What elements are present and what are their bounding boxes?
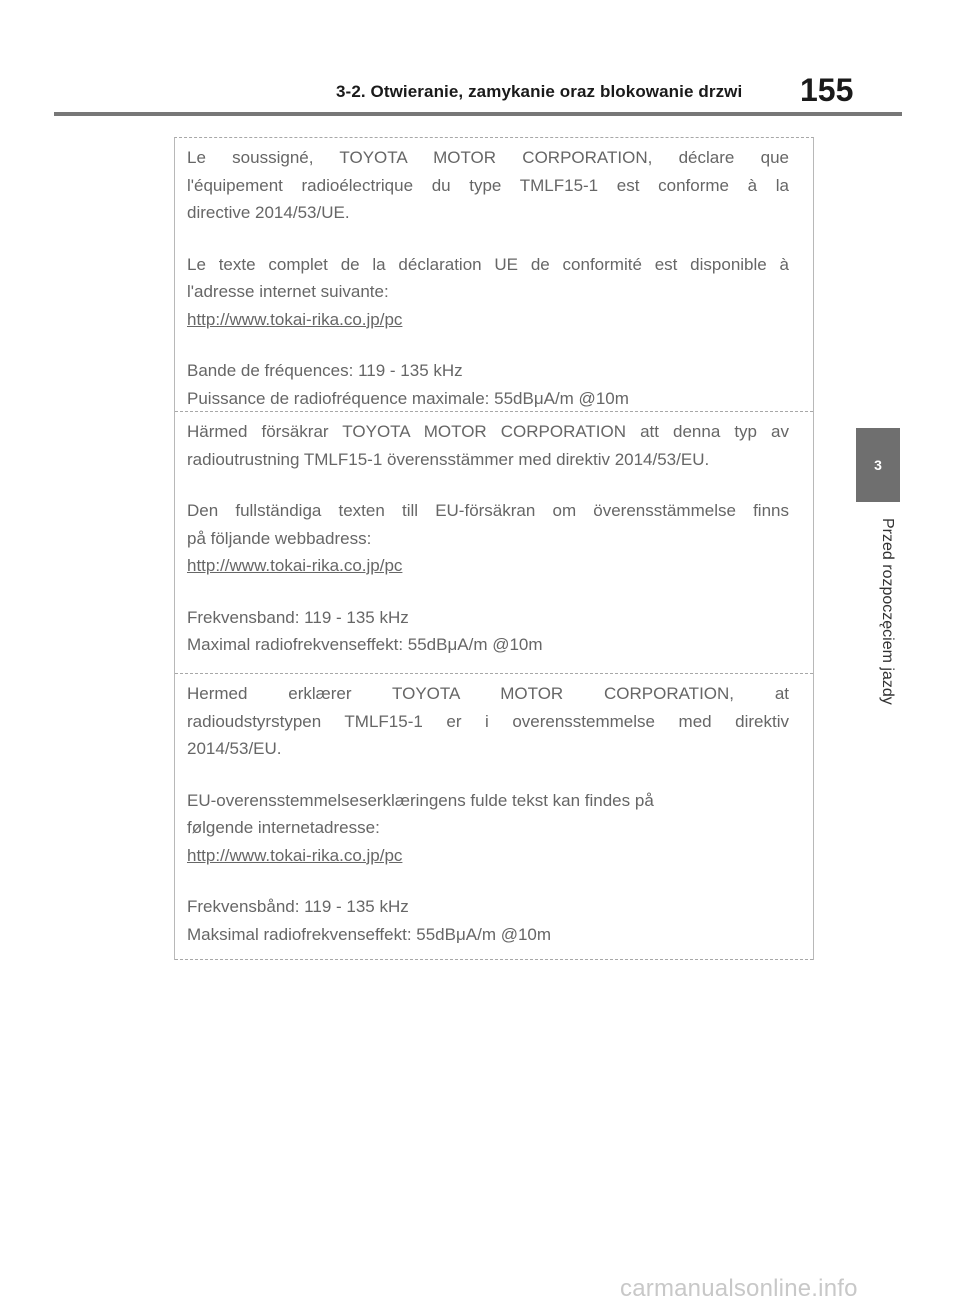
declaration-line: Le texte complet de la déclaration UE de conformité est disponible à: [187, 254, 789, 274]
chapter-title-vertical: Przed rozpoczęciem jazdy: [879, 518, 896, 705]
declaration-box: [174, 137, 814, 960]
declaration-line: på följande webbadress:: [187, 528, 372, 548]
declaration-line: Hermed erklærer TOYOTA MOTOR CORPORATION, at: [187, 684, 789, 703]
declaration-swedish: [175, 412, 813, 674]
declaration-line: directive 2014/53/UE.: [187, 203, 350, 222]
declaration-line: Den fullständiga texten till EU-försäkran om överensstämmelse finns: [187, 501, 789, 520]
declaration-line: Le soussigné, TOYOTA MOTOR CORPORATION, déclare que: [187, 148, 789, 167]
declaration-danish: [175, 674, 813, 960]
max-power: Maksimal radiofrekvenseffekt: 55dBμA/m @10m: [187, 924, 552, 944]
watermark-text: carmanualsonline.info: [620, 1275, 858, 1302]
declaration-line: radioudstyrstypen TMLF15-1 er i overensstemmelse med direktiv: [187, 711, 789, 731]
declaration-line: Härmed försäkrar TOYOTA MOTOR CORPORATION att denna typ av: [187, 422, 789, 441]
declaration-line: EU-overensstemmelseserklæringens fulde tekst kan findes på: [187, 790, 654, 810]
frequency-band: Frekvensband: 119 - 135 kHz: [187, 607, 409, 627]
page-number: 155: [800, 72, 854, 108]
declaration-url-link[interactable]: http://www.tokai-rika.co.jp/pc: [187, 556, 403, 575]
declaration-french: [175, 138, 813, 412]
max-power: Maximal radiofrekvenseffekt: 55dBμA/m @10m: [187, 635, 543, 654]
declaration-line: l'adresse internet suivante:: [187, 282, 389, 301]
declaration-line: 2014/53/EU.: [187, 739, 282, 758]
declaration-line: følgende internetadresse:: [187, 818, 380, 837]
chapter-tab: 3: [856, 428, 900, 502]
declaration-url-link[interactable]: http://www.tokai-rika.co.jp/pc: [187, 309, 403, 329]
frequency-band: Bande de fréquences: 119 - 135 kHz: [187, 361, 463, 380]
header-rule: [54, 112, 902, 116]
declaration-line: radioutrustning TMLF15-1 överensstämmer med direktiv 2014/53/EU.: [187, 449, 710, 469]
running-header-title: 3-2. Otwieranie, zamykanie oraz blokowanie drzwi: [336, 82, 743, 101]
declaration-url-link[interactable]: http://www.tokai-rika.co.jp/pc: [187, 845, 403, 865]
max-power: Puissance de radiofréquence maximale: 55dBμA/m @10m: [187, 388, 629, 408]
declaration-line: l'équipement radioélectrique du type TMLF15-1 est conforme à la: [187, 175, 789, 195]
frequency-band: Frekvensbånd: 119 - 135 kHz: [187, 897, 409, 916]
